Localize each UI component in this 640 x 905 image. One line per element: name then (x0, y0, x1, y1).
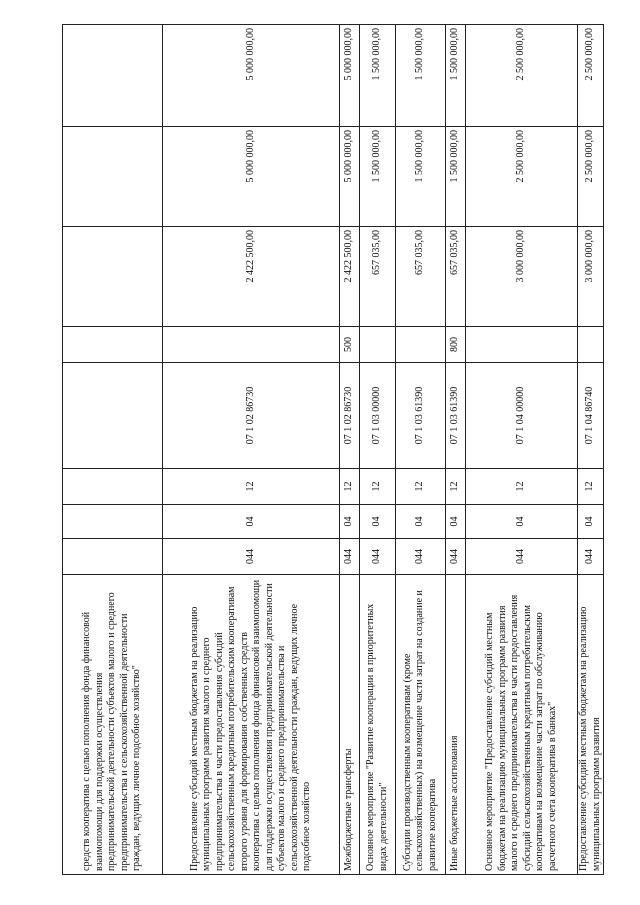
section-code: 04 (466, 505, 578, 539)
row-name: Предоставление субсидий местным бюджетам на реализацию муниципальных программ развития (578, 575, 604, 875)
target-article-code (63, 363, 163, 469)
amount-year-1: 657 035,00 (360, 227, 396, 327)
section-code: 04 (578, 505, 604, 539)
amount-year-3: 2 500 000,00 (466, 25, 578, 127)
row-name: Иные бюджетные ассигнования (446, 575, 466, 875)
amount-year-2: 2 500 000,00 (466, 127, 578, 227)
subsection-code: 12 (163, 469, 340, 505)
grbs-code: 044 (466, 539, 578, 575)
expense-type-code (63, 327, 163, 363)
grbs-code: 044 (360, 539, 396, 575)
budget-table (62, 24, 604, 875)
amount-year-3: 2 500 000,00 (578, 25, 604, 127)
grbs-code: 044 (446, 539, 466, 575)
amount-year-1: 3 000 000,00 (578, 227, 604, 327)
table-row (360, 25, 396, 875)
amount-year-2: 1 500 000,00 (360, 127, 396, 227)
grbs-code: 044 (578, 539, 604, 575)
section-code: 04 (340, 505, 360, 539)
amount-year-2: 5 000 000,00 (340, 127, 360, 227)
table-row (396, 25, 446, 875)
expense-type-code: 500 (340, 327, 360, 363)
amount-year-2 (63, 127, 163, 227)
subsection-code: 12 (578, 469, 604, 505)
amount-year-3: 1 500 000,00 (396, 25, 446, 127)
subsection-code: 12 (340, 469, 360, 505)
table-row (466, 25, 578, 875)
target-article-code: 07 1 03 61390 (396, 363, 446, 469)
amount-year-1: 657 035,00 (446, 227, 466, 327)
subsection-code: 12 (466, 469, 578, 505)
subsection-code: 12 (360, 469, 396, 505)
section-code (63, 505, 163, 539)
target-article-code: 07 1 04 86740 (578, 363, 604, 469)
table-row (63, 25, 163, 875)
amount-year-1: 2 422 500,00 (340, 227, 360, 327)
table-row (578, 25, 604, 875)
target-article-code: 07 1 02 86730 (163, 363, 340, 469)
amount-year-3: 5 000 000,00 (340, 25, 360, 127)
target-article-code: 07 1 02 86730 (340, 363, 360, 469)
amount-year-2: 1 500 000,00 (396, 127, 446, 227)
amount-year-3 (63, 25, 163, 127)
amount-year-3: 1 500 000,00 (360, 25, 396, 127)
amount-year-3: 1 500 000,00 (446, 25, 466, 127)
grbs-code (63, 539, 163, 575)
grbs-code: 044 (396, 539, 446, 575)
amount-year-1: 2 422 500,00 (163, 227, 340, 327)
section-code: 04 (163, 505, 340, 539)
expense-type-code (360, 327, 396, 363)
subsection-code (63, 469, 163, 505)
grbs-code: 044 (340, 539, 360, 575)
expense-type-code (163, 327, 340, 363)
budget-table-page (62, 25, 602, 875)
amount-year-1 (63, 227, 163, 327)
section-code: 04 (396, 505, 446, 539)
target-article-code: 07 1 04 00000 (466, 363, 578, 469)
amount-year-3: 5 000 000,00 (163, 25, 340, 127)
grbs-code: 044 (163, 539, 340, 575)
row-name: Основное мероприятие "Предоставление субсидий местным бюджетам на реализацию муниципальных программ развития малого и среднего предпринимательства в части предоставления субсидий сельскохозяйственным кредитным потребительским кооперативам на возмещение части затрат по обслуживанию расчетного счета кооператива в банках" (466, 575, 578, 875)
amount-year-2: 2 500 000,00 (578, 127, 604, 227)
expense-type-code: 800 (446, 327, 466, 363)
table-row (340, 25, 360, 875)
row-name: Предоставление субсидий местным бюджетам на реализацию муниципальных программ развития малого и среднего предпринимательства в части предоставления субсидий сельскохозяйственным кредитным потребительским кооперативам второго уровня для формирования собственных средств кооператива с целью пополнения фонда финансовой взаимопомощи для поддержки осуществления предпринимательской деятельности субъектов малого и среднего предпринимательства и сельскохозяйственной деятельности граждан, ведущих личное подсобное хозяйство (163, 575, 340, 875)
amount-year-2: 1 500 000,00 (446, 127, 466, 227)
row-name: Основное мероприятие "Развитие кооперации в приоритетных видах деятельности" (360, 575, 396, 875)
subsection-code: 12 (446, 469, 466, 505)
amount-year-1: 657 035,00 (396, 227, 446, 327)
row-name: средств кооператива с целью пополнения фонда финансовой взаимопомощи для поддержки осуществления предпринимательской деятельности субъектов малого и среднего предпринимательства и сельскохозяйственной деятельности граждан, ведущих личное подсобное хозяйство" (63, 575, 163, 875)
section-code: 04 (446, 505, 466, 539)
table-row (446, 25, 466, 875)
target-article-code: 07 1 03 00000 (360, 363, 396, 469)
subsection-code: 12 (396, 469, 446, 505)
amount-year-1: 3 000 000,00 (466, 227, 578, 327)
expense-type-code (466, 327, 578, 363)
amount-year-2: 5 000 000,00 (163, 127, 340, 227)
expense-type-code (578, 327, 604, 363)
table-row (163, 25, 340, 875)
row-name: Субсидии производственным кооперативам (кроме сельскохозяйственных) на возмещение части затрат на создание и развитие кооператива (396, 575, 446, 875)
row-name: Межбюджетные трансферты (340, 575, 360, 875)
target-article-code: 07 1 03 61390 (446, 363, 466, 469)
expense-type-code (396, 327, 446, 363)
section-code: 04 (360, 505, 396, 539)
